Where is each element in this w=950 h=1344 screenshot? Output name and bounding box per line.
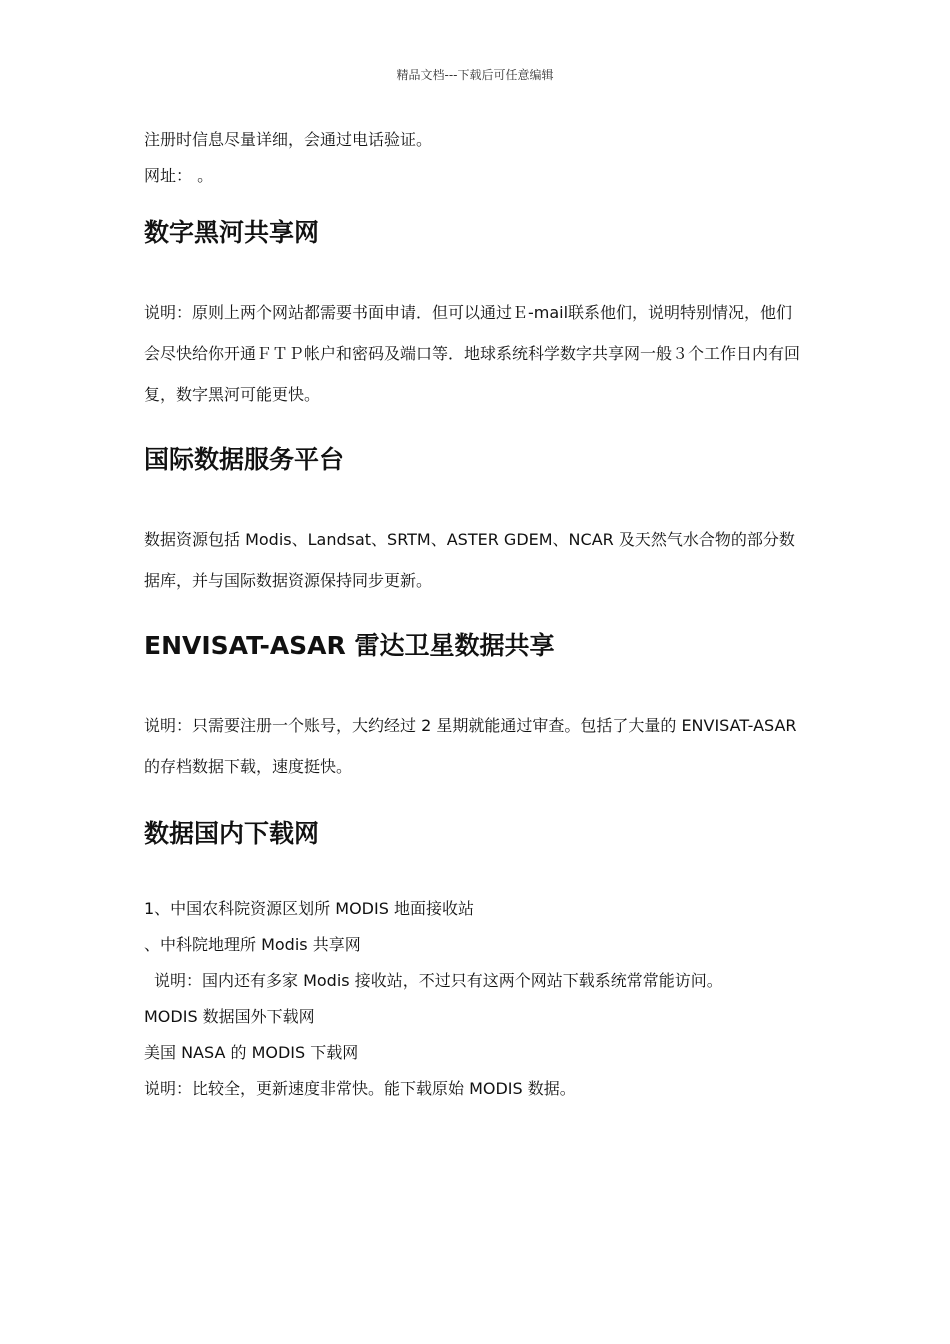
section-heading-envisat: ENVISAT-ASAR 雷达卫星数据共享 xyxy=(144,631,555,660)
page-header: 精品文档---下载后可任意编辑 xyxy=(396,68,554,82)
section-body-heihe: 说明：原则上两个网站都需要书面申请．但可以通过Ｅ-mail联系他们，说明特别情况，他们会尽快给你开通ＦＴＰ帐户和密码及端口等．地球系统科学数字共享网一般３个工作日内有回复，数字黑河可能更快。 xyxy=(144,303,801,404)
list-item: 说明：比较全，更新速度非常快。能下载原始 MODIS 数据。 xyxy=(144,1079,576,1098)
domestic-download-list xyxy=(144,891,808,1107)
intro-line-registration: 注册时信息尽量详细，会通过电话验证。 xyxy=(144,130,433,149)
section-heading-domestic: 数据国内下载网 xyxy=(144,819,320,848)
list-item: 、中科院地理所 Modis 共享网 xyxy=(144,935,361,954)
document-content xyxy=(144,122,808,1107)
section-heading-international: 国际数据服务平台 xyxy=(144,445,345,474)
list-item: 美国 NASA 的 MODIS 下载网 xyxy=(144,1043,359,1062)
section-heading-heihe: 数字黑河共享网 xyxy=(144,218,320,247)
list-item: 说明：国内还有多家 Modis 接收站，不过只有这两个网站下载系统常常能访问。 xyxy=(154,971,723,990)
section-body-envisat: 说明：只需要注册一个账号，大约经过 2 星期就能通过审查。包括了大量的 ENVISAT-ASAR 的存档数据下载，速度挺快。 xyxy=(144,716,797,776)
intro-line-url: 网址： 。 xyxy=(144,166,214,185)
list-item: 1、中国农科院资源区划所 MODIS 地面接收站 xyxy=(144,899,474,918)
section-body-international: 数据资源包括 Modis、Landsat、SRTM、ASTER GDEM、NCAR 及天然气水合物的部分数据库，并与国际数据资源保持同步更新。 xyxy=(144,530,795,590)
list-item: MODIS 数据国外下载网 xyxy=(144,1007,315,1026)
